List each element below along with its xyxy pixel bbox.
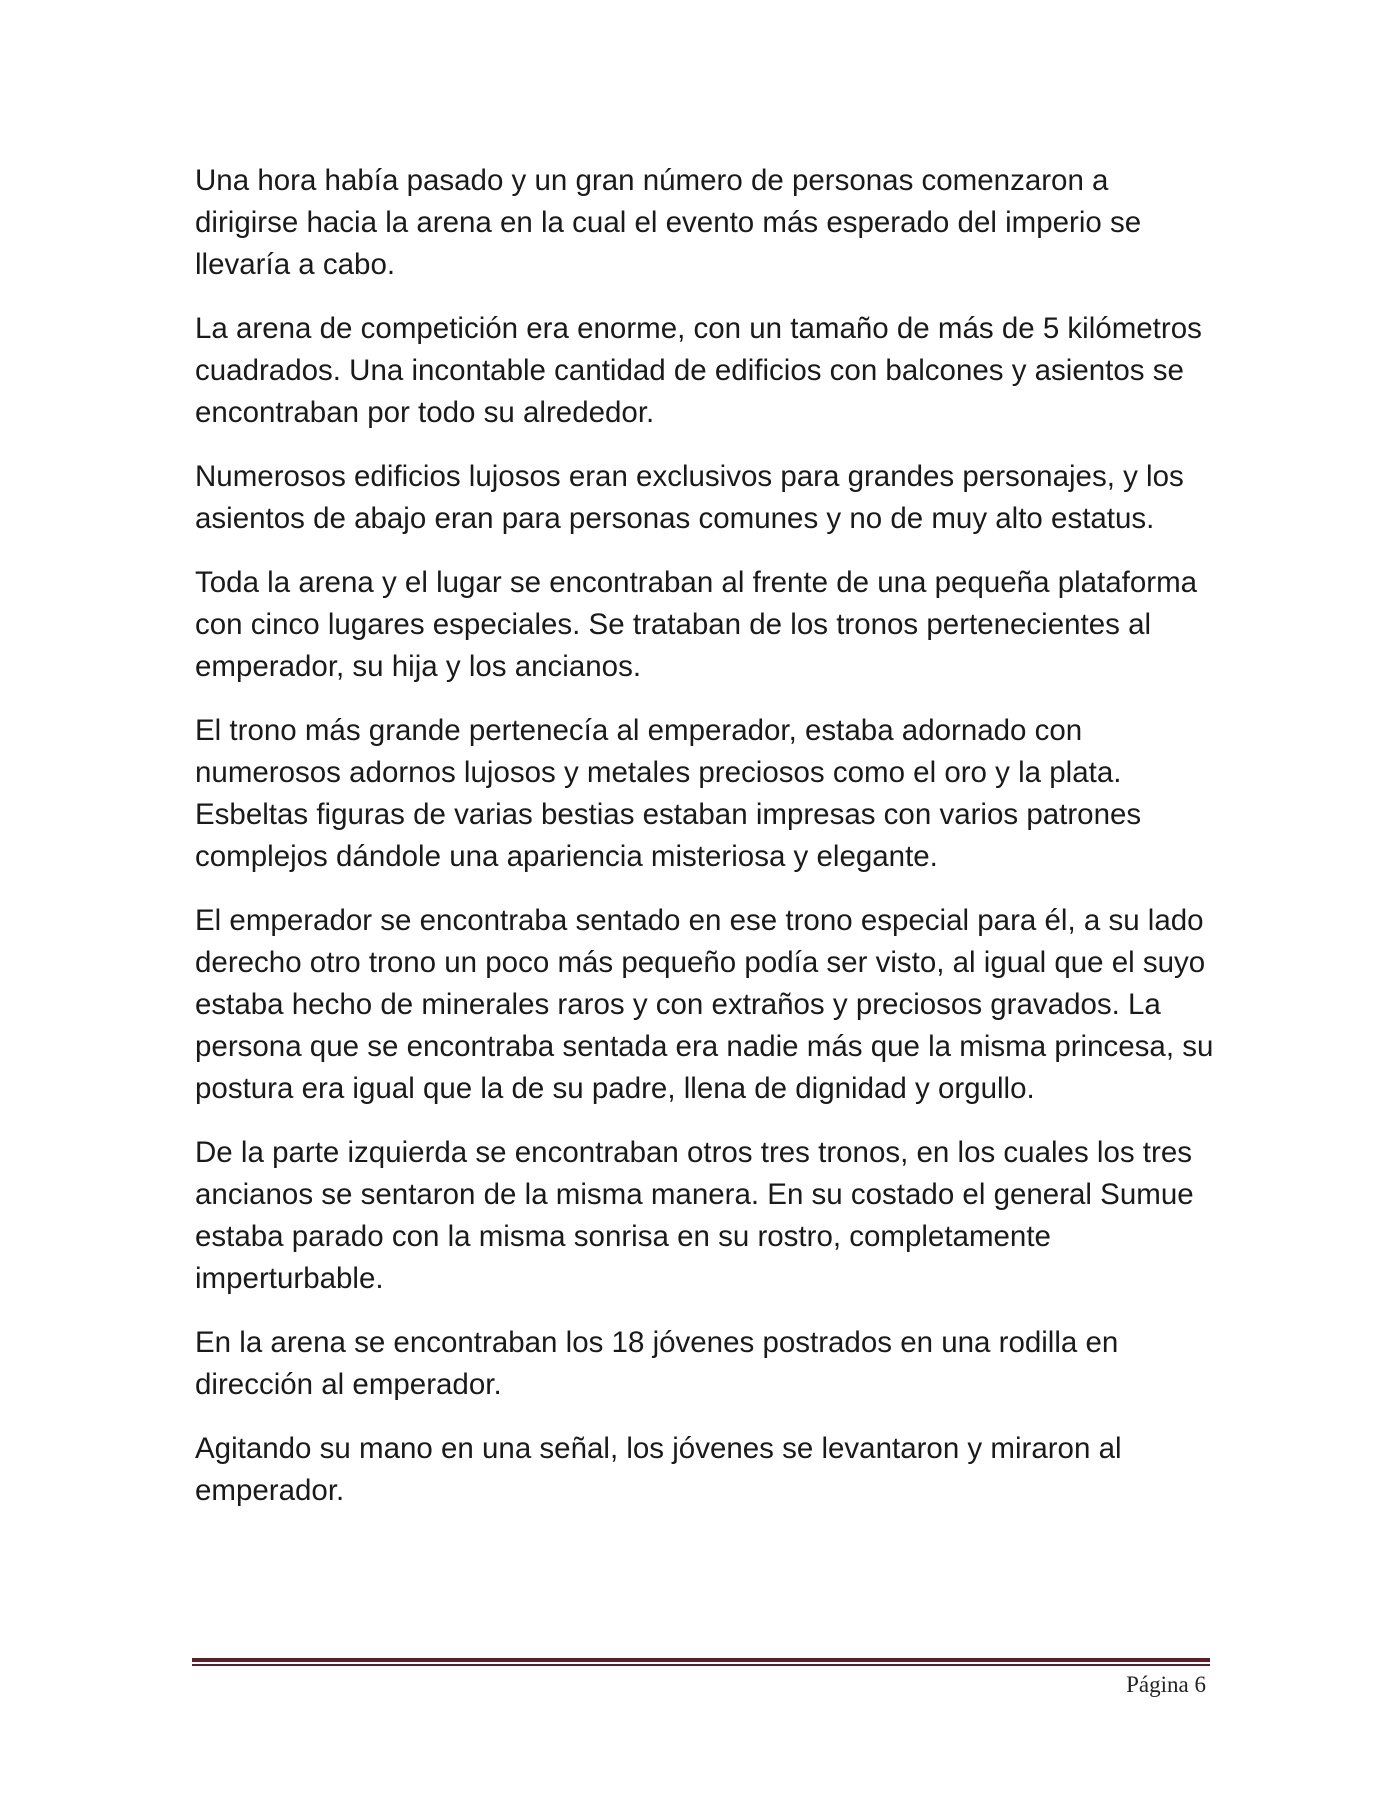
paragraph: El emperador se encontraba sentado en ese trono especial para él, a su lado derecho otro trono un poco más pequeño podía ser visto, al igual que el suyo estaba hecho de minerales raros y con extraños y preciosos gravados. La persona que se encontraba sentada era nadie más que la misma princesa, su postura era igual que la de su padre, llena de dignidad y orgullo. — [195, 904, 1214, 1105]
body-text — [195, 160, 1215, 1534]
footer-divider-thin-line — [192, 1664, 1210, 1666]
page-number: Página 6 — [1126, 1672, 1206, 1697]
footer-divider — [192, 1658, 1210, 1667]
paragraph: Una hora había pasado y un gran número de personas comenzaron a dirigirse hacia la arena en la cual el evento más esperado del imperio se llevaría a cabo. — [195, 164, 1142, 281]
footer-divider-thick-line — [192, 1658, 1210, 1662]
paragraph: De la parte izquierda se encontraban otros tres tronos, en los cuales los tres ancianos se sentaron de la misma manera. En su costado el general Sumue estaba parado con la misma sonrisa en su rostro, completamente imperturbable. — [195, 1136, 1194, 1295]
paragraph: Numerosos edificios lujosos eran exclusivos para grandes personajes, y los asientos de abajo eran para personas comunes y no de muy alto estatus. — [195, 460, 1184, 535]
paragraph: En la arena se encontraban los 18 jóvenes postrados en una rodilla en dirección al emperador. — [195, 1326, 1119, 1401]
paragraph: Toda la arena y el lugar se encontraban al frente de una pequeña plataforma con cinco lugares especiales. Se trataban de los tronos pertenecientes al emperador, su hija y los ancianos. — [195, 566, 1198, 683]
paragraph: La arena de competición era enorme, con un tamaño de más de 5 kilómetros cuadrados. Una incontable cantidad de edificios con balcones y asientos se encontraban por todo su alrededor. — [195, 312, 1202, 429]
paragraph: Agitando su mano en una señal, los jóvenes se levantaron y miraron al emperador. — [195, 1432, 1122, 1507]
paragraph: El trono más grande pertenecía al emperador, estaba adornado con numerosos adornos lujosos y metales preciosos como el oro y la plata. Esbeltas figuras de varias bestias estaban impresas con varios patrones complejos dándole una apariencia misteriosa y elegante. — [195, 714, 1142, 873]
